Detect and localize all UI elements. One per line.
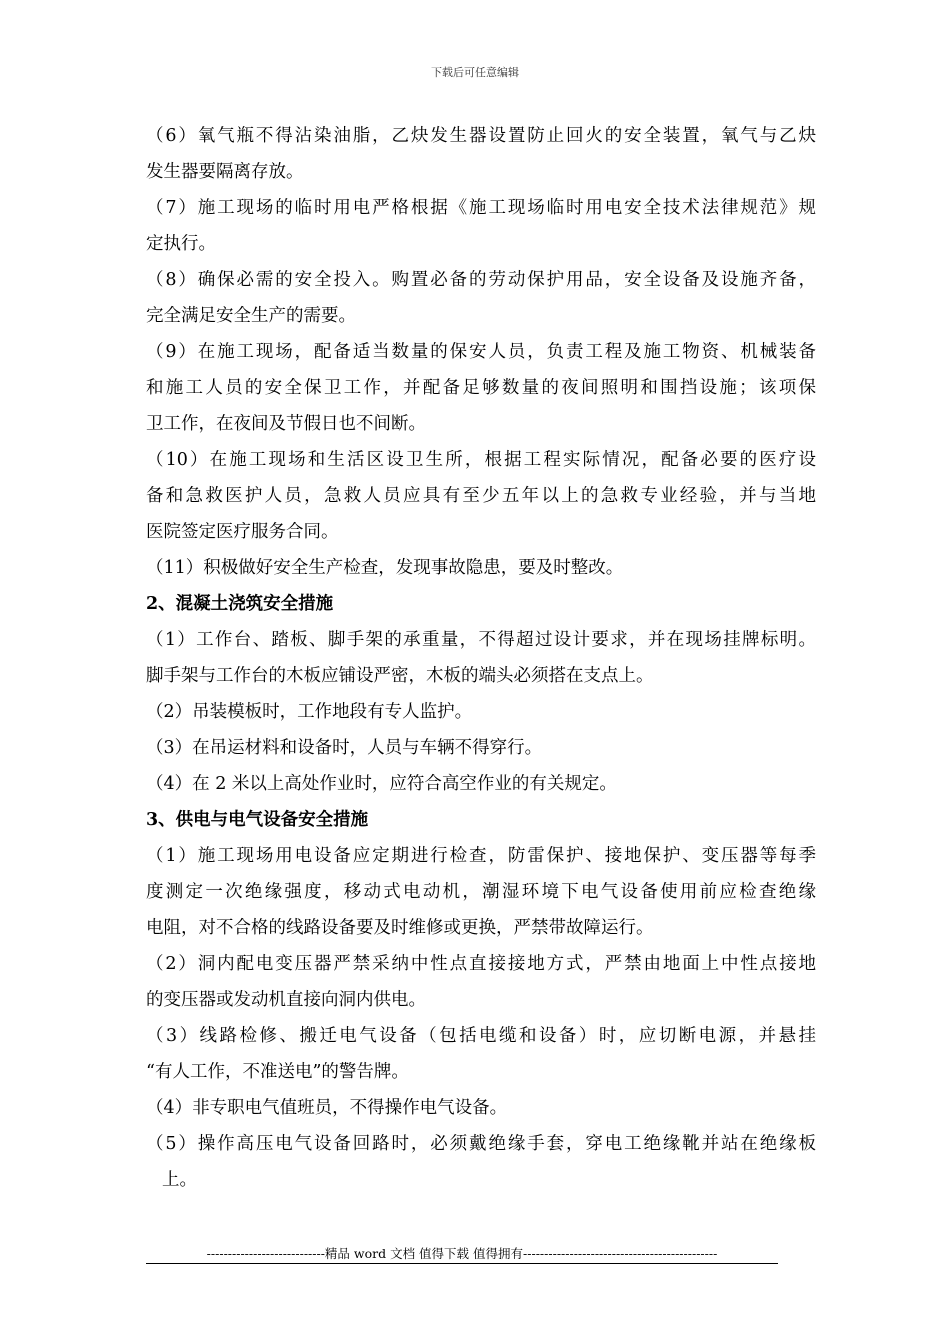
- text-line: 度测定一次绝缘强度，移动式电动机，潮湿环境下电气设备使用前应检查绝缘: [146, 882, 816, 902]
- text-line: 和施工人员的安全保卫工作，并配备足够数量的夜间照明和围挡设施；该项保: [146, 378, 816, 398]
- text-line: （4）非专职电气值班员，不得操作电气设备。: [146, 1098, 508, 1118]
- text-line: （1）施工现场用电设备应定期进行检查，防雷保护、接地保护、变压器等每季: [146, 846, 816, 866]
- text-line: （1）工作台、踏板、脚手架的承重量，不得超过设计要求，并在现场挂牌标明。: [146, 630, 816, 650]
- footer-rule: [146, 1263, 778, 1264]
- text-line: （7）施工现场的临时用电严格根据《施工现场临时用电安全技术法律规范》规: [146, 198, 816, 218]
- text-line: （2）洞内配电变压器严禁采纳中性点直接接地方式，严禁由地面上中性点接地: [146, 954, 816, 974]
- text-line: 备和急救医护人员，急救人员应具有至少五年以上的急救专业经验，并与当地: [146, 486, 816, 506]
- section-heading: 3、供电与电气设备安全措施: [146, 810, 369, 830]
- text-line: 卫工作，在夜间及节假日也不间断。: [146, 414, 426, 434]
- text-line: （11）积极做好安全生产检查，发现事故隐患，要及时整改。: [146, 558, 624, 578]
- text-line: 医院签定医疗服务合同。: [146, 522, 339, 542]
- text-line: （8）确保必需的安全投入。购置必备的劳动保护用品，安全设备及设施齐备，: [146, 270, 816, 290]
- document-body: [146, 118, 816, 1198]
- text-line: 脚手架与工作台的木板应铺设严密，木板的端头必须搭在支点上。: [146, 666, 654, 686]
- text-line: 完全满足安全生产的需要。: [146, 306, 356, 326]
- text-line: 发生器要隔离存放。: [146, 162, 304, 182]
- text-line: “有人工作，不准送电”的警告牌。: [146, 1062, 409, 1082]
- text-line: （9）在施工现场，配备适当数量的保安人员，负责工程及施工物资、机械装备: [146, 342, 816, 362]
- page-footer: ----------------------------精品 word 文档 值得下载 值得拥有----------------------------------------------: [206, 1246, 718, 1261]
- text-line: （10）在施工现场和生活区设卫生所，根据工程实际情况，配备必要的医疗设: [146, 450, 816, 470]
- text-line: （5）操作高压电气设备回路时，必须戴绝缘手套，穿电工绝缘靴并站在绝缘板: [146, 1134, 816, 1154]
- text-line: 上。: [162, 1170, 197, 1190]
- text-line: 定执行。: [146, 234, 216, 254]
- section-heading: 2、混凝土浇筑安全措施: [146, 594, 334, 614]
- page-header: 下载后可任意编辑: [431, 66, 519, 79]
- text-line: （6）氧气瓶不得沾染油脂，乙炔发生器设置防止回火的安全装置，氧气与乙炔: [146, 126, 816, 146]
- text-line: 电阻，对不合格的线路设备要及时维修或更换，严禁带故障运行。: [146, 918, 654, 938]
- text-line: （3）线路检修、搬迁电气设备（包括电缆和设备）时，应切断电源，并悬挂: [146, 1026, 816, 1046]
- text-line: （2）吊装模板时，工作地段有专人监护。: [146, 702, 473, 722]
- text-line: （4）在 2 米以上高处作业时，应符合高空作业的有关规定。: [146, 774, 617, 794]
- text-line: （3）在吊运材料和设备时，人员与车辆不得穿行。: [146, 738, 543, 758]
- text-line: 的变压器或发动机直接向洞内供电。: [146, 990, 426, 1010]
